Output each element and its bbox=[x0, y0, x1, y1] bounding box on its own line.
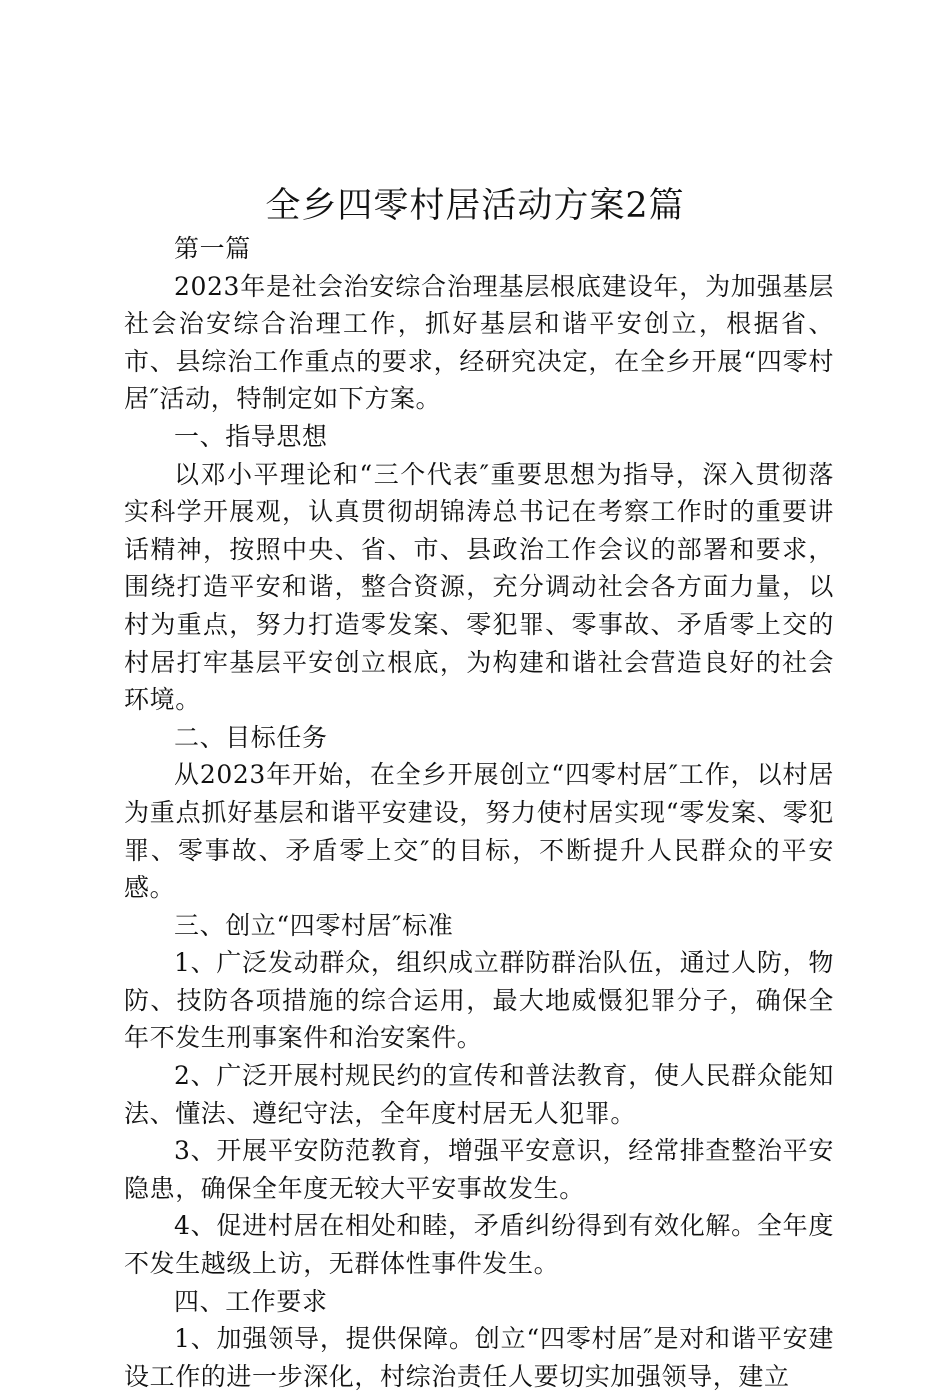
paragraph: 3、开展平安防范教育，增强平安意识，经常排查整治平安隐患，确保全年度无较大平安事故发生。 bbox=[124, 1136, 834, 1203]
paragraph: 1、广泛发动群众，组织成立群防群治队伍，通过人防，物防、技防各项措施的综合运用，最大地威慑犯罪分子，确保全年不发生刑事案件和治安案件。 bbox=[124, 948, 834, 1053]
paragraph: 2、广泛开展村规民约的宣传和普法教育，使人民群众能知法、懂法、遵纪守法，全年度村居无人犯罪。 bbox=[124, 1061, 834, 1128]
document-body bbox=[124, 230, 834, 1395]
document-title: 全乡四零村居活动方案2篇 bbox=[265, 186, 685, 226]
paragraph: 以邓小平理论和“三个代表″重要思想为指导，深入贯彻落实科学开展观，认真贯彻胡锦涛总书记在考察工作时的重要讲话精神，按照中央、省、市、县政治工作会议的部署和要求，围绕打造平安和谐，整合资源，充分调动社会各方面力量，以村为重点，努力打造零发案、零犯罪、零事故、矛盾零上交的村居打牢基层平安创立根底，为构建和谐社会营造良好的社会环境。 bbox=[124, 459, 834, 715]
section-heading: 四、工作要求 bbox=[174, 1286, 328, 1316]
section-heading: 二、目标任务 bbox=[174, 722, 328, 752]
section-heading: 第一篇 bbox=[174, 234, 251, 263]
paragraph: 4、促进村居在相处和睦，矛盾纠纷得到有效化解。全年度不发生越级上访，无群体性事件发生。 bbox=[124, 1211, 834, 1279]
paragraph: 从2023年开始，在全乡开展创立“四零村居″工作，以村居为重点抓好基层和谐平安建设，努力使村居实现“零发案、零犯罪、零事故、矛盾零上交″的目标，不断提升人民群众的平安感。 bbox=[124, 760, 834, 903]
section-heading: 一、指导思想 bbox=[174, 421, 328, 451]
paragraph: 1、加强领导，提供保障。创立“四零村居″是对和谐平安建设工作的进一步深化，村综治责任人要切实加强领导，建立 bbox=[124, 1324, 834, 1391]
section-heading: 三、创立“四零村居″标准 bbox=[174, 910, 454, 940]
paragraph: 2023年是社会治安综合治理基层根底建设年，为加强基层社会治安综合治理工作，抓好基层和谐平安创立，根据省、市、县综治工作重点的要求，经研究决定，在全乡开展“四零村居″活动，特制定如下方案。 bbox=[124, 271, 834, 414]
